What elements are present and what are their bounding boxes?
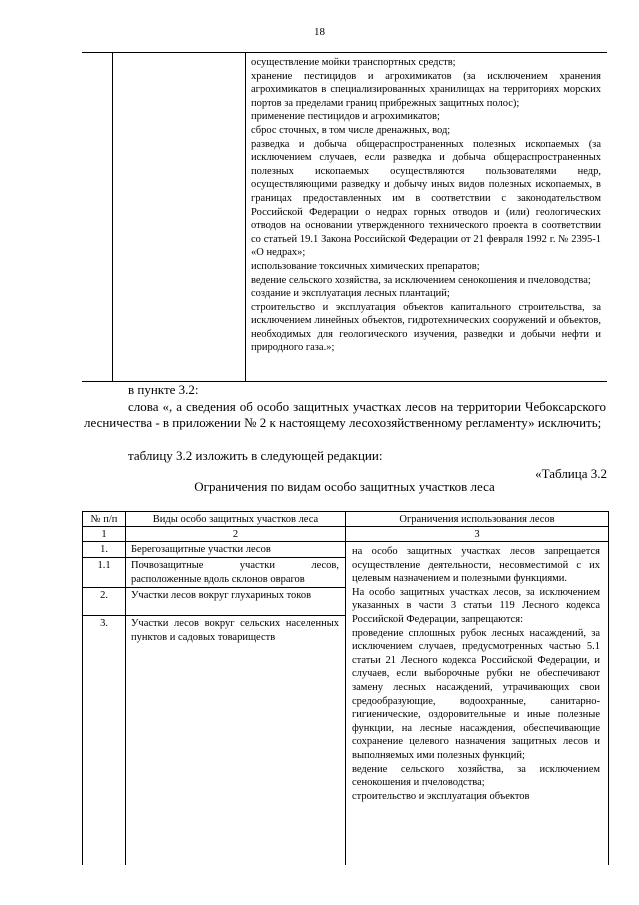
restriction-paragraph: ведение сельского хозяйства, за исключением сенокошения и пчеловодства; bbox=[352, 763, 600, 789]
table-title: Ограничения по видам особо защитных участков леса bbox=[194, 479, 495, 494]
list-item: применение пестицидов и агрохимикатов; bbox=[251, 111, 440, 123]
list-item: разведка и добыча общераспространенных полезных ископаемых (за исключением случаев, если разведка и добыча общераспространенных полезных ископаемых осуществляются пользователями недр, осуществляющими разведку и добычу иных видов полезных ископаемых, в границах предоставленных им в соответствии с законодательством Российской Федерации о недрах горных отводов и (или) геологических отводов на основании утвержденного технического проекта в соответствии со статьей 19.1 Закона Российской Федерации от 21 февраля 1992 г. № 2395-1 «О недрах»; bbox=[251, 138, 601, 259]
table-label: «Таблица 3.2 bbox=[535, 466, 607, 481]
table-divider bbox=[112, 53, 113, 381]
row-number: 1. bbox=[100, 544, 108, 555]
list-item: сброс сточных, в том числе дренажных, вод; bbox=[251, 124, 451, 136]
restrictions-list bbox=[251, 56, 601, 355]
list-item: хранение пестицидов и агрохимикатов (за исключением хранения агрохимикатов в специализированных хранилищах на территориях морских портов за пределами границ прибрежных защитных полос); bbox=[251, 70, 601, 109]
table-divider bbox=[125, 512, 126, 865]
continued-table bbox=[82, 52, 607, 382]
list-item: ведение сельского хозяйства, за исключением сенокошения и пчеловодства; bbox=[251, 274, 591, 286]
paragraph: в пункте 3.2: bbox=[128, 382, 199, 397]
column-header: Виды особо защитных участков леса bbox=[152, 514, 319, 525]
row-name: Почвозащитные участки лесов, расположенные вдоль склонов оврагов bbox=[131, 560, 339, 585]
row-name: Берегозащитные участки лесов bbox=[131, 544, 271, 555]
restrictions-cell bbox=[352, 545, 600, 803]
list-item: строительство и эксплуатация объектов капитального строительства, за исключением линейных объектов, гидротехнических сооружений и объектов, необходимых для геологического изучения, разведки и добычи нефти и природного газа.»; bbox=[251, 301, 601, 354]
list-item: осуществление мойки транспортных средств; bbox=[251, 57, 456, 68]
restrictions-table bbox=[82, 511, 609, 865]
column-header: Ограничения использования лесов bbox=[399, 514, 555, 525]
table-divider bbox=[345, 512, 346, 865]
column-header: № п/п bbox=[90, 514, 118, 525]
row-number: 1.1 bbox=[97, 560, 111, 571]
table-divider bbox=[83, 557, 345, 558]
column-number: 1 bbox=[101, 529, 107, 540]
page-number: 18 bbox=[314, 26, 325, 38]
restriction-paragraph: строительство и эксплуатация объектов bbox=[352, 790, 530, 802]
table-divider bbox=[245, 53, 246, 381]
restriction-paragraph: На особо защитных участках лесов, за исключением указанных в части 3 статьи 119 Лесного кодекса Российской Федерации, запрещаются: bbox=[352, 586, 600, 625]
paragraph: таблицу 3.2 изложить в следующей редакции: bbox=[128, 448, 383, 463]
restriction-paragraph: на особо защитных участках лесов запрещается осуществление деятельности, несовместимой с их целевым назначением и полезными функциями. bbox=[352, 546, 600, 585]
column-number: 2 bbox=[232, 529, 239, 540]
row-number: 3. bbox=[100, 618, 108, 629]
paragraph: слова «, а сведения об особо защитных участках лесов на территории Чебоксарского лесничества - в приложении № 2 к настоящему лесохозяйственному регламенту» исключить; bbox=[84, 399, 606, 430]
table-divider bbox=[83, 587, 345, 588]
table-divider bbox=[83, 615, 345, 616]
column-number: 3 bbox=[474, 529, 480, 540]
list-item: использование токсичных химических препаратов; bbox=[251, 260, 480, 272]
list-item: создание и эксплуатация лесных плантаций; bbox=[251, 288, 450, 300]
restriction-paragraph: проведение сплошных рубок лесных насаждений, за исключением случаев, предусмотренных частью 5.1 статьи 21 Лесного кодекса Российской Федерации, и случаев, если выборочные рубки не обеспечивают замену лесных насаждений, утрачивающих свои средообразующие, водоохранные, санитарно-гигиенические, оздоровительные и иные полезные функции, на лесные насаждения, обеспечивающие сохранение целевого назначения защитных лесов и выполняемых ими полезных функций; bbox=[352, 627, 600, 761]
row-number: 2. bbox=[100, 590, 108, 601]
row-name: Участки лесов вокруг сельских населенных пунктов и садовых товариществ bbox=[131, 618, 339, 643]
row-name: Участки лесов вокруг глухариных токов bbox=[131, 590, 312, 601]
